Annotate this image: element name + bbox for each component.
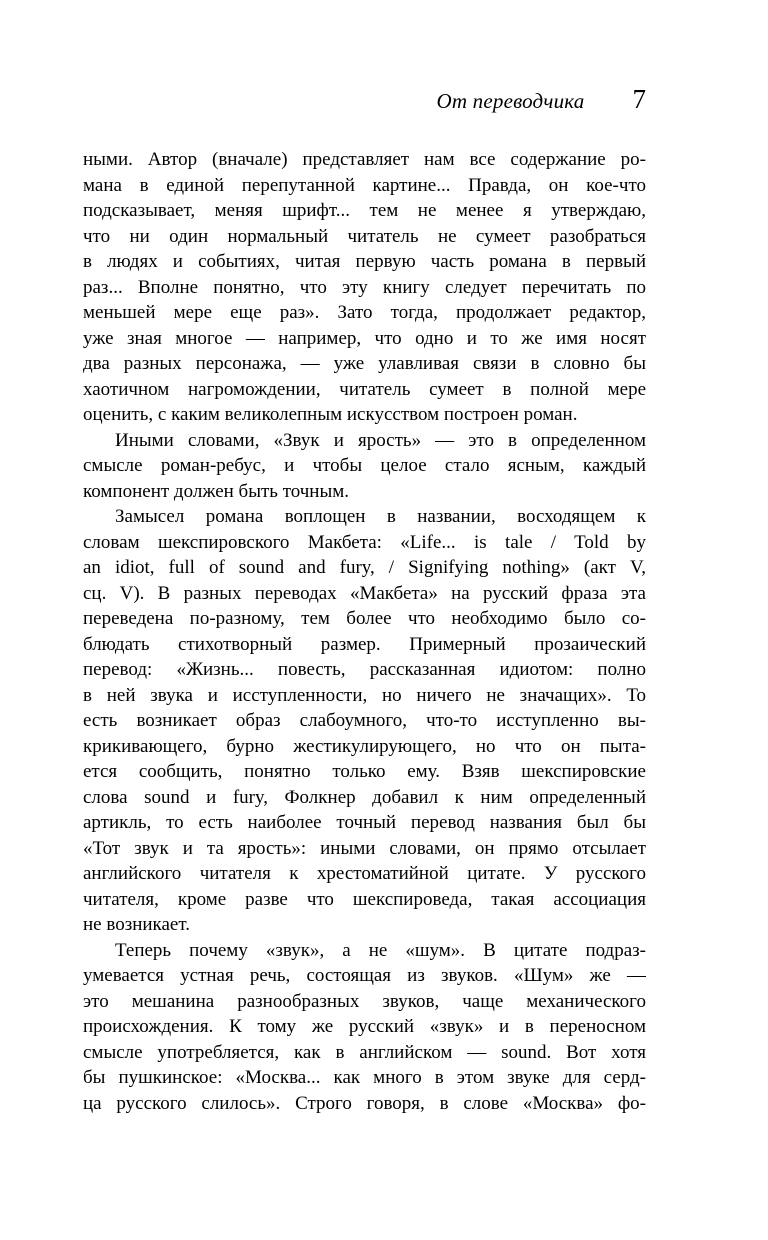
text-line: Теперь почему «звук», а не «шум». В цитате подраз- [115,939,646,961]
page-number: 7 [632,84,646,114]
text-line: хаотичном нагромождении, читатель сумеет в полной мере [83,378,646,400]
text-line: Замысел романа воплощен в названии, восходящем к [115,506,646,527]
text-line: артикль, то есть наиболее точный перевод названия был бы [83,812,646,833]
text-line: в людях и событиях, читая первую часть романа в первый [83,251,646,272]
text-line: перевод: «Жизнь... повесть, рассказанная идиотом: полно [83,659,646,680]
text-line: бы пушкинское: «Москва... как много в этом звуке для серд- [83,1067,646,1088]
text-line: крикивающего, бурно жестикулирующего, но что он пыта- [83,735,646,757]
text-line: ными. Автор (вначале) представляет нам все содержание ро- [83,149,646,170]
text-line: два разных персонажа, — уже улавливая связи в словно бы [83,353,646,374]
text-line: ется сообщить, понятно только ему. Взяв шекспировские [83,761,646,782]
text-line: смысле роман-ребус, и чтобы целое стало ясным, каждый [83,455,646,476]
text-line: сц. V). В разных переводах «Макбета» на русский фраза эта [83,582,646,604]
text-line: это мешанина разнообразных звуков, чаще механического [83,990,646,1012]
text-line: мана в единой перепутанной картине... Правда, он кое-что [83,174,646,196]
text-block [83,147,646,1116]
running-header [83,84,646,115]
text-line: оценить, с каким великолепным искусством построен роман. [83,404,578,425]
text-line: читателя, кроме разве что шекспироведа, такая ассоциация [83,888,646,910]
text-line: есть возникает образ слабоумного, что-то исступленно вы- [83,710,646,731]
paragraph [83,938,646,1117]
text-line: уже зная многое — например, что одно и то же имя носят [83,327,646,349]
text-line: ца русского слилось». Строго говоря, в слове «Москва» фо- [83,1092,646,1114]
text-line: смысле употребляется, как в английском — sound. Вот хотя [83,1041,646,1063]
text-line: компонент должен быть точным. [83,480,350,502]
text-line: английского читателя к хрестоматийной цитате. У русского [83,863,646,884]
text-line: меньшей мере еще раз». Зато тогда, продолжает редактор, [83,302,646,323]
text-line: не возникает. [83,914,190,935]
text-line: «Тот звук и та ярость»: иными словами, он прямо отсылает [83,837,646,859]
text-line: переведена по-разному, тем более что необходимо было со- [83,608,646,629]
text-line: словам шекспировского Макбета: «Life... is tale / Told by [83,531,646,553]
paragraph [83,428,646,505]
text-line: подсказывает, меняя шрифт... тем не менее я утверждаю, [83,200,646,221]
text-line: происхождения. К тому же русский «звук» и в переносном [83,1016,646,1037]
text-line: an idiot, full of sound and fury, / Signifying nothing» (акт V, [83,557,646,578]
paragraph [83,147,646,428]
text-line: блюдать стихотворный размер. Примерный прозаический [83,633,646,655]
text-line: раз... Вполне понятно, что эту книгу следует перечитать по [83,276,646,298]
running-header-title: От переводчика [436,89,585,113]
text-line: Иными словами, «Звук и ярость» — это в определенном [115,429,646,451]
text-line: что ни один нормальный читатель не сумеет разобраться [83,225,646,247]
text-line: в ней звука и исступленности, но ничего не значащих». То [83,684,646,706]
text-line: умевается устная речь, состоящая из звуков. «Шум» же — [83,965,646,986]
text-line: слова sound и fury, Фолкнер добавил к ним определенный [83,786,646,808]
paragraph [83,504,646,938]
